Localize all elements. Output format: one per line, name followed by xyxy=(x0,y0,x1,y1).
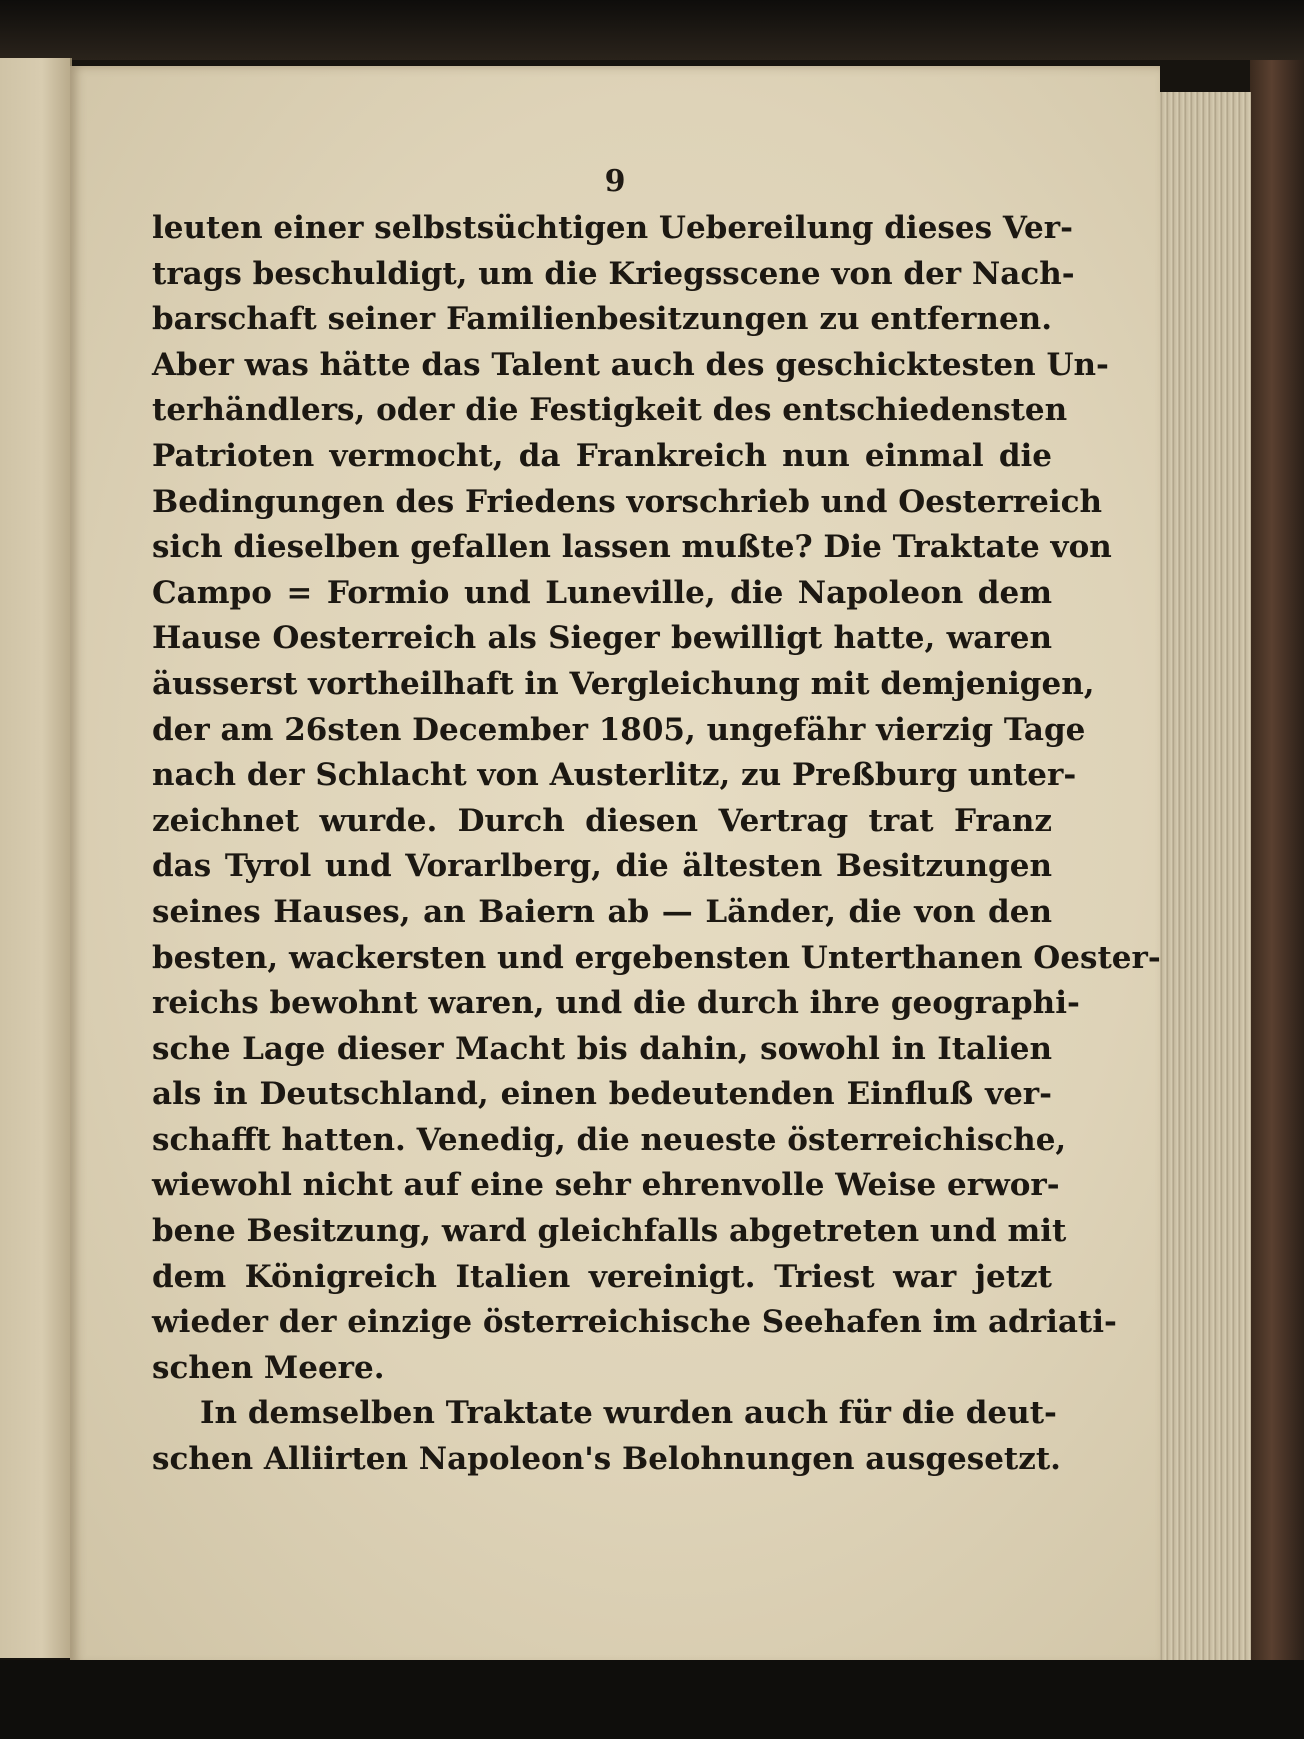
text-line: Aber was hätte das Talent auch des geschicktesten Un- xyxy=(152,346,1109,383)
text-line: seines Hauses, an Baiern ab — Länder, die von den xyxy=(152,893,1052,930)
text-line: terhändlers, oder die Festigkeit des entschiedensten xyxy=(152,392,1068,429)
text-line: Bedingungen des Friedens vorschrieb und Oesterreich xyxy=(152,483,1103,520)
scan-background-top xyxy=(0,0,1304,60)
text-line: wieder der einzige österreichische Seehafen im adriati- xyxy=(152,1304,1117,1341)
text-line: zeichnet wurde. Durch diesen Vertrag trat Franz xyxy=(152,802,1052,839)
paragraph-start-line: In demselben Traktate wurden auch für die deut- xyxy=(200,1395,1057,1432)
body-text xyxy=(152,206,1161,1483)
text-line: reichs bewohnt waren, und die durch ihre geographi- xyxy=(152,985,1080,1022)
text-line: schen Alliirten Napoleon's Belohnungen ausgesetzt. xyxy=(152,1441,1061,1478)
page-number: 9 xyxy=(604,164,626,199)
book-cover-edge xyxy=(1250,60,1304,1660)
text-line: nach der Schlacht von Austerlitz, zu Preßburg unter- xyxy=(152,757,1077,794)
text-line: schen Meere. xyxy=(152,1349,385,1386)
text-line: trags beschuldigt, um die Kriegsscene von der Nach- xyxy=(152,255,1075,292)
text-line: sche Lage dieser Macht bis dahin, sowohl in Italien xyxy=(152,1030,1052,1067)
text-line: bene Besitzung, ward gleichfalls abgetreten und mit xyxy=(152,1213,1067,1250)
text-line: wiewohl nicht auf eine sehr ehrenvolle Weise erwor- xyxy=(152,1167,1060,1204)
text-line: Campo = Formio und Luneville, die Napoleon dem xyxy=(152,574,1052,611)
page-edges xyxy=(1150,92,1251,1662)
text-line: Hause Oesterreich als Sieger bewilligt hatte, waren xyxy=(152,620,1052,657)
text-line: das Tyrol und Vorarlberg, die ältesten Besitzungen xyxy=(152,848,1052,885)
text-line: leuten einer selbstsüchtigen Uebereilung dieses Ver- xyxy=(152,210,1073,246)
text-line: besten, wackersten und ergebensten Unterthanen Oester- xyxy=(152,939,1161,976)
text-line: sich dieselben gefallen lassen mußte? Die Traktate von xyxy=(152,529,1112,566)
text-line: äusserst vortheilhaft in Vergleichung mit demjenigen, xyxy=(152,665,1095,702)
scan-background-bottom xyxy=(0,1660,1304,1739)
text-line: als in Deutschland, einen bedeutenden Einfluß ver- xyxy=(152,1076,1052,1113)
facing-page-edge xyxy=(0,58,72,1658)
text-line: der am 26sten December 1805, ungefähr vierzig Tage xyxy=(152,711,1086,748)
text-line: barschaft seiner Familienbesitzungen zu entfernen. xyxy=(152,301,1052,338)
text-line: Patrioten vermocht, da Frankreich nun einmal die xyxy=(152,437,1052,474)
text-line: dem Königreich Italien vereinigt. Triest war jetzt xyxy=(152,1258,1052,1295)
book-page xyxy=(70,66,1160,1666)
text-line: schafft hatten. Venedig, die neueste österreichische, xyxy=(152,1121,1067,1158)
